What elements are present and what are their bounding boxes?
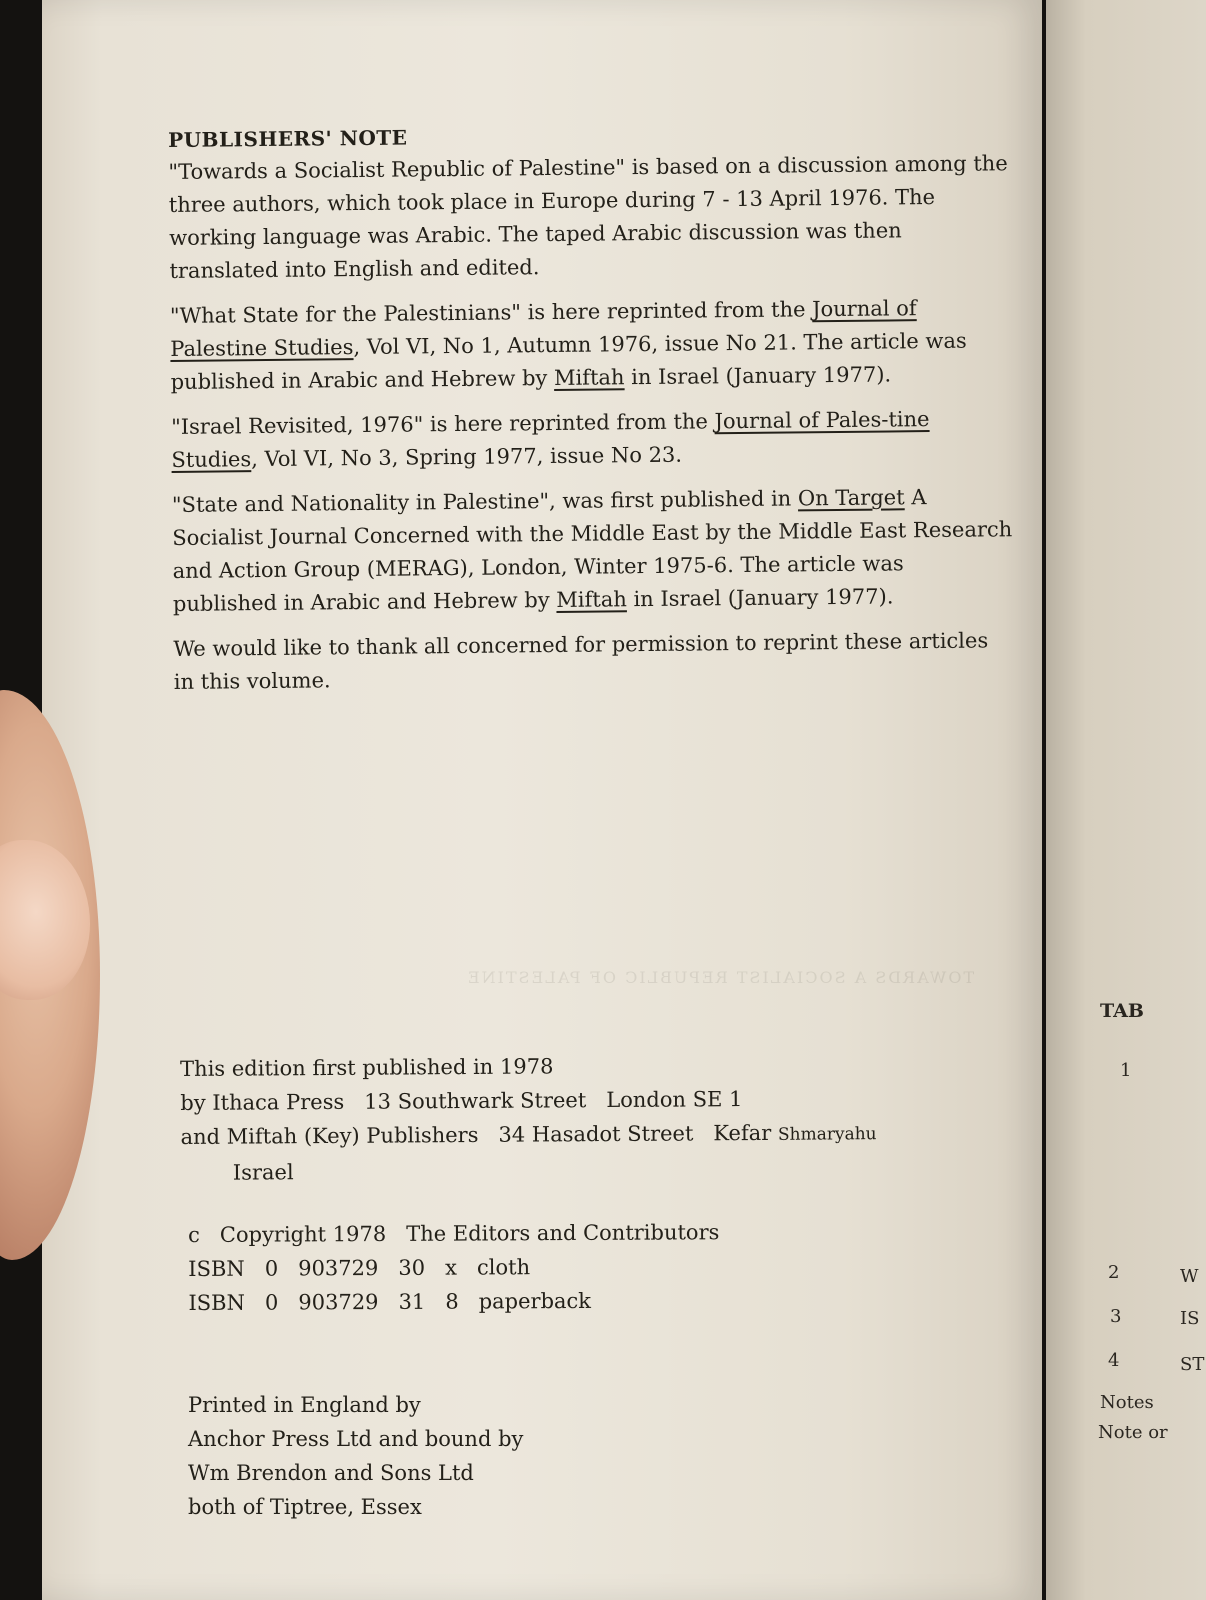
- publisher-name: Miftah: [553, 365, 625, 390]
- journal-title: Journal of Pales-tine Studies: [171, 407, 930, 472]
- paragraph-text: We would like to thank all concerned for permission to reprint these articles in this volume.: [173, 628, 989, 694]
- note-paragraph-1: [168, 147, 1009, 288]
- right-page-number: 3: [1110, 1306, 1122, 1327]
- paragraph-text: in Israel (January 1977).: [626, 584, 894, 612]
- journal-title: Journal of Palestine Studies: [170, 296, 917, 361]
- printer-line: both of Tiptree, Essex: [188, 1495, 422, 1519]
- copyright-line: c Copyright 1978 The Editors and Contributors: [188, 1220, 720, 1247]
- paragraph-text: "State and Nationality in Palestine", was first published in: [171, 486, 799, 517]
- paragraph-text: in Israel (January 1977).: [624, 362, 892, 390]
- paragraph-text: A Socialist Journal Concerned with the Middle East by the Middle East Research and Action Group (MERAG), London, Winter 1975-6. The article was published in Arabic and Hebrew by: [172, 485, 1013, 616]
- note-paragraph-4: [172, 480, 1013, 621]
- isbn-cloth: ISBN 0 903729 30 x cloth: [188, 1255, 531, 1281]
- printer-line: Wm Brendon and Sons Ltd: [188, 1461, 474, 1485]
- right-page-text: IS: [1180, 1308, 1200, 1329]
- printer-block: [188, 1388, 788, 1524]
- note-paragraph-5: [173, 624, 1014, 699]
- paragraph-text: , Vol VI, No 3, Spring 1977, issue No 23.: [251, 442, 683, 472]
- right-page-text: ST: [1180, 1354, 1205, 1375]
- imprint-line: This edition first published in 1978: [180, 1054, 554, 1081]
- edition-imprint: [180, 1046, 1001, 1190]
- right-page-text: W: [1180, 1266, 1199, 1287]
- paragraph-text: , Vol VI, No 1, Autumn 1976, issue No 21. The article was published in Arabic and Hebrew by: [170, 328, 967, 394]
- printer-line: Anchor Press Ltd and bound by: [188, 1427, 524, 1451]
- paragraph-text: "Israel Revisited, 1976" is here reprinted from the: [171, 409, 715, 439]
- imprint-line: [180, 1114, 1000, 1156]
- imprint-line: by Ithaca Press 13 Southwark Street London SE 1: [180, 1087, 743, 1115]
- journal-title: On Target: [797, 485, 905, 511]
- note-paragraph-3: [171, 402, 1012, 477]
- paragraph-text: "Towards a Socialist Republic of Palestine" is based on a discussion among the three authors, which took place in Europe during 7 - 13 April 1976. The working language was Arabic. The taped Arabic discussion was then translated into English and edited.: [168, 151, 1008, 283]
- right-page-number: 4: [1108, 1350, 1120, 1371]
- publishers-note: [168, 119, 1014, 711]
- right-page-number: 1: [1120, 1060, 1132, 1081]
- right-page-number: 2: [1108, 1262, 1120, 1283]
- right-page-notes: Notes: [1100, 1392, 1154, 1413]
- paragraph-text: "What State for the Palestinians" is here reprinted from the: [169, 297, 813, 328]
- imprint-line: Israel: [232, 1160, 294, 1185]
- show-through-text: TOWARDS A SOCIALIST REPUBLIC OF PALESTINE: [465, 968, 975, 987]
- note-paragraph-2: [170, 291, 1011, 399]
- printer-line: Printed in England by: [188, 1393, 421, 1417]
- imprint-text: and Miftah (Key) Publishers 34 Hasadot Street Kefar: [180, 1120, 779, 1149]
- imprint-text: Shmaryahu: [777, 1124, 877, 1145]
- copyright-block: [188, 1214, 889, 1320]
- note-title: PUBLISHERS' NOTE: [168, 125, 408, 152]
- right-page-heading: TAB: [1100, 1000, 1144, 1022]
- right-page-notes: Note or: [1098, 1422, 1168, 1443]
- publisher-name: Miftah: [556, 587, 627, 612]
- isbn-paperback: ISBN 0 903729 31 8 paperback: [188, 1288, 592, 1315]
